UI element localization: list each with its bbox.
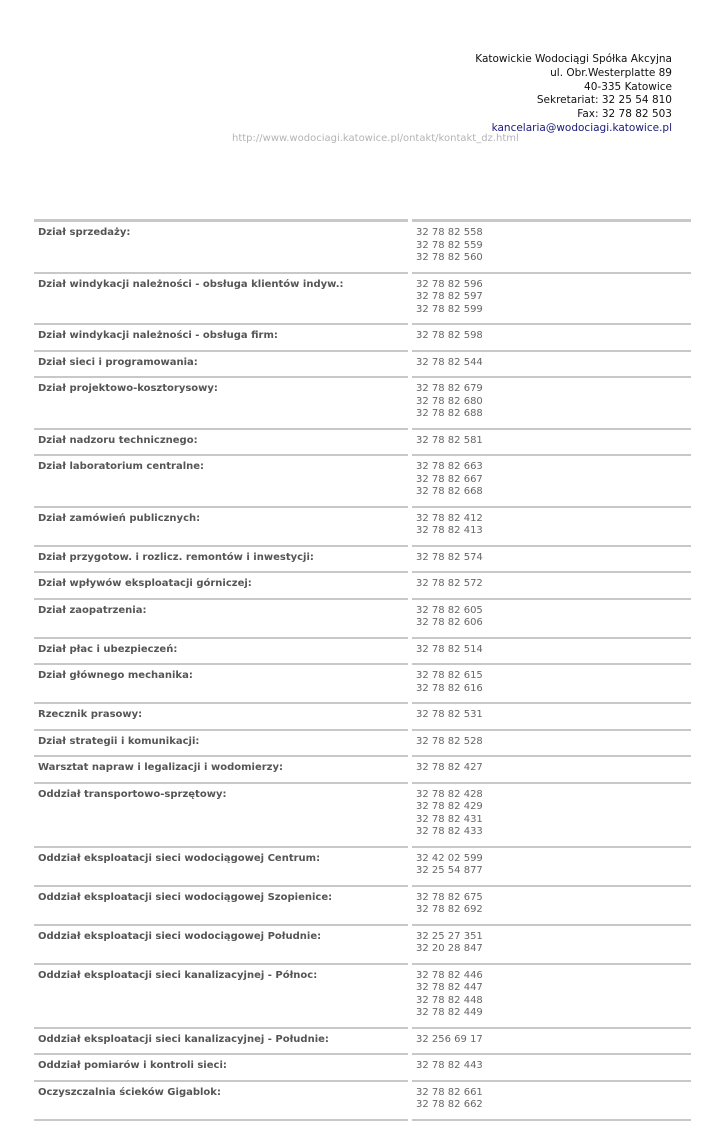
phone-number: 32 78 82 661 xyxy=(416,1086,483,1098)
phone-number: 32 78 82 560 xyxy=(416,252,483,263)
department-phones xyxy=(412,885,691,924)
table-row xyxy=(34,454,691,506)
department-name: Oczyszczalnia ścieków Gigablok: xyxy=(34,1080,408,1121)
table-row xyxy=(34,598,691,637)
phone-number: 32 78 82 572 xyxy=(416,578,483,589)
department-name: Dział projektowo-kosztorysowy: xyxy=(34,376,408,428)
department-phones xyxy=(412,428,691,455)
table-row xyxy=(34,637,691,664)
table-row xyxy=(34,702,691,729)
phone-number: 32 78 82 449 xyxy=(416,1007,483,1018)
table-row xyxy=(34,545,691,572)
phone-number: 32 78 82 544 xyxy=(416,356,483,368)
phone-number: 32 78 82 598 xyxy=(416,330,483,341)
table-row xyxy=(34,376,691,428)
table-row xyxy=(34,323,691,350)
company-street: ul. Obr.Westerplatte 89 xyxy=(550,66,672,79)
phone-number: 32 78 82 668 xyxy=(416,486,483,497)
department-phones xyxy=(412,729,691,756)
department-name: Dział sieci i programowania: xyxy=(34,350,408,377)
phone-number: 32 78 82 597 xyxy=(416,291,483,302)
department-name: Dział płac i ubezpieczeń: xyxy=(34,637,408,664)
department-phones xyxy=(412,376,691,428)
department-phones xyxy=(412,924,691,963)
department-name: Rzecznik prasowy: xyxy=(34,702,408,729)
phone-number: 32 78 82 605 xyxy=(416,604,483,616)
department-phones xyxy=(412,782,691,846)
table-row xyxy=(34,782,691,846)
table-row xyxy=(34,846,691,885)
phone-number: 32 78 82 675 xyxy=(416,891,483,903)
phone-number: 32 78 82 615 xyxy=(416,670,483,681)
department-phones xyxy=(412,1027,691,1054)
department-name: Dział strategii i komunikacji: xyxy=(34,729,408,756)
department-phones xyxy=(412,846,691,885)
company-address-block xyxy=(475,53,672,136)
department-phones xyxy=(412,598,691,637)
phone-number: 32 78 82 429 xyxy=(416,801,483,812)
department-name: Dział zaopatrzenia: xyxy=(34,598,408,637)
company-email-link[interactable]: kancelaria@wodociagi.katowice.pl xyxy=(491,121,672,134)
department-name: Dział sprzedaży: xyxy=(34,219,408,272)
phone-number: 32 78 82 447 xyxy=(416,982,483,993)
department-name: Dział nadzoru technicznego: xyxy=(34,428,408,455)
table-row xyxy=(34,755,691,782)
table-row xyxy=(34,885,691,924)
departments-table xyxy=(34,219,691,1121)
phone-number: 32 78 82 413 xyxy=(416,525,483,536)
phone-number: 32 25 27 351 xyxy=(416,930,483,942)
phone-number: 32 78 82 446 xyxy=(416,969,483,981)
table-row xyxy=(34,571,691,598)
department-phones xyxy=(412,350,691,377)
table-row xyxy=(34,1053,691,1080)
department-name: Oddział eksploatacji sieci wodociągowej Szopienice: xyxy=(34,885,408,924)
table-row xyxy=(34,506,691,545)
phone-number: 32 78 82 558 xyxy=(416,227,483,238)
phone-number: 32 78 82 559 xyxy=(416,239,483,251)
table-row xyxy=(34,1027,691,1054)
department-phones xyxy=(412,1080,691,1121)
department-phones xyxy=(412,637,691,664)
phone-number: 32 78 82 688 xyxy=(416,408,483,419)
department-name: Oddział eksploatacji sieci wodociągowej Południe: xyxy=(34,924,408,963)
phone-number: 32 42 02 599 xyxy=(416,852,483,864)
phone-number: 32 78 82 606 xyxy=(416,617,483,628)
phone-number: 32 78 82 663 xyxy=(416,461,483,472)
phone-number: 32 78 82 514 xyxy=(416,643,483,655)
phone-number: 32 78 82 662 xyxy=(416,1099,483,1110)
phone-number: 32 78 82 428 xyxy=(416,788,483,800)
phone-number: 32 78 82 443 xyxy=(416,1060,483,1071)
phone-number: 32 78 82 431 xyxy=(416,813,483,825)
table-row xyxy=(34,963,691,1027)
table-row xyxy=(34,924,691,963)
department-phones xyxy=(412,755,691,782)
phone-number: 32 78 82 574 xyxy=(416,551,483,563)
department-name: Dział głównego mechanika: xyxy=(34,663,408,702)
department-phones xyxy=(412,571,691,598)
phone-number: 32 78 82 433 xyxy=(416,826,483,837)
source-url: http://www.wodociagi.katowice.pl/ontakt/kontakt_dz.html xyxy=(232,133,519,144)
phone-number: 32 78 82 692 xyxy=(416,904,483,915)
department-phones xyxy=(412,272,691,324)
department-phones xyxy=(412,219,691,272)
department-name: Oddział pomiarów i kontroli sieci: xyxy=(34,1053,408,1080)
table-row xyxy=(34,272,691,324)
company-name: Katowickie Wodociągi Spółka Akcyjna xyxy=(475,53,672,65)
phone-number: 32 78 82 667 xyxy=(416,473,483,485)
phone-number: 32 78 82 596 xyxy=(416,278,483,290)
department-name: Dział przygotow. i rozlicz. remontów i inwestycji: xyxy=(34,545,408,572)
phone-number: 32 78 82 680 xyxy=(416,395,483,407)
department-phones xyxy=(412,506,691,545)
table-row xyxy=(34,1080,691,1121)
phone-number: 32 78 82 427 xyxy=(416,762,483,773)
department-phones xyxy=(412,702,691,729)
table-row xyxy=(34,729,691,756)
phone-number: 32 78 82 581 xyxy=(416,434,483,446)
phone-number: 32 256 69 17 xyxy=(416,1033,483,1045)
table-row xyxy=(34,663,691,702)
department-name: Dział zamówień publicznych: xyxy=(34,506,408,545)
phone-number: 32 25 54 877 xyxy=(416,865,483,876)
phone-number: 32 78 82 448 xyxy=(416,994,483,1006)
phone-number: 32 78 82 599 xyxy=(416,303,483,315)
department-name: Dział windykacji należności - obsługa klientów indyw.: xyxy=(34,272,408,324)
phone-number: 32 78 82 412 xyxy=(416,512,483,524)
phone-number: 32 78 82 528 xyxy=(416,735,483,747)
table-row xyxy=(34,350,691,377)
table-row xyxy=(34,219,691,272)
company-city: 40-335 Katowice xyxy=(584,80,672,93)
department-phones xyxy=(412,663,691,702)
department-name: Dział laboratorium centralne: xyxy=(34,454,408,506)
department-name: Oddział transportowo-sprzętowy: xyxy=(34,782,408,846)
department-phones xyxy=(412,323,691,350)
department-name: Oddział eksploatacji sieci kanalizacyjnej - Południe: xyxy=(34,1027,408,1054)
department-phones xyxy=(412,963,691,1027)
phone-number: 32 78 82 679 xyxy=(416,383,483,394)
department-name: Oddział eksploatacji sieci kanalizacyjnej - Północ: xyxy=(34,963,408,1027)
department-phones xyxy=(412,1053,691,1080)
department-name: Warsztat napraw i legalizacji i wodomierzy: xyxy=(34,755,408,782)
phone-number: 32 78 82 531 xyxy=(416,709,483,720)
department-name: Dział wpływów eksploatacji górniczej: xyxy=(34,571,408,598)
department-phones xyxy=(412,545,691,572)
department-phones xyxy=(412,454,691,506)
company-fax: Fax: 32 78 82 503 xyxy=(577,108,672,121)
phone-number: 32 20 28 847 xyxy=(416,943,483,954)
table-row xyxy=(34,428,691,455)
phone-number: 32 78 82 616 xyxy=(416,682,483,694)
department-name: Oddział eksploatacji sieci wodociągowej Centrum: xyxy=(34,846,408,885)
department-name: Dział windykacji należności - obsługa firm: xyxy=(34,323,408,350)
company-secretariat: Sekretariat: 32 25 54 810 xyxy=(536,94,672,107)
